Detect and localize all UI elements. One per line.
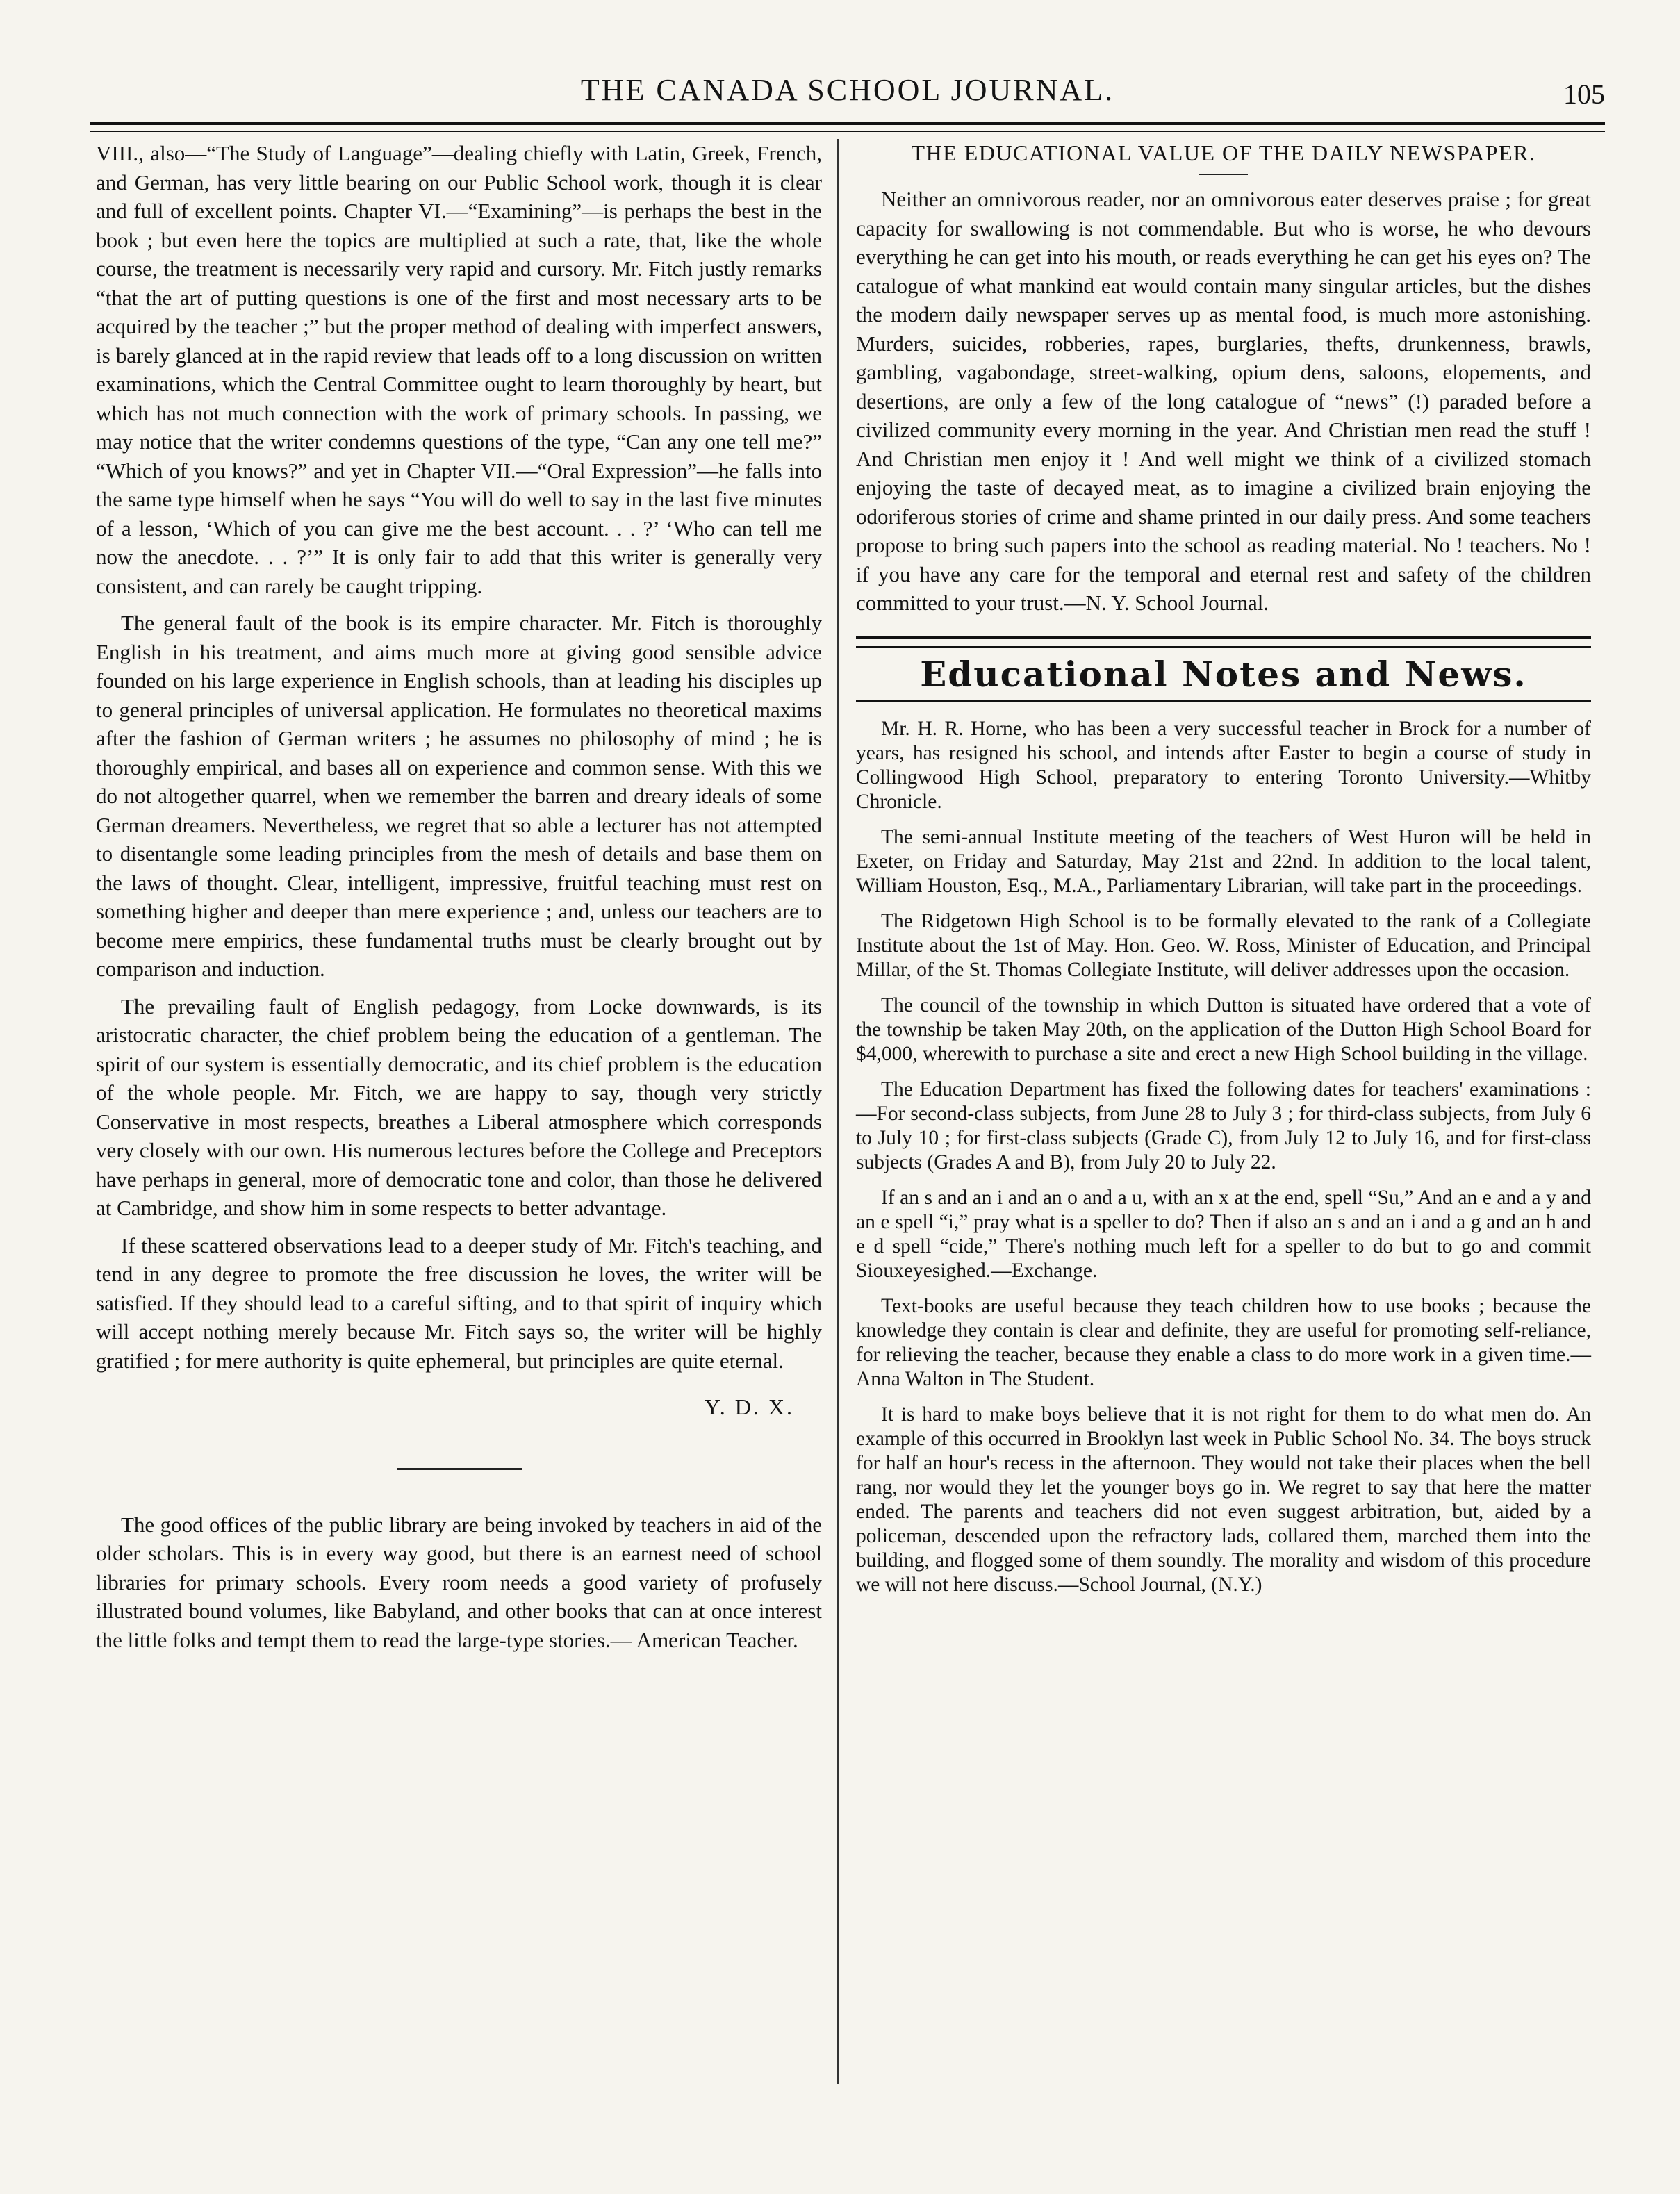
section-rule <box>856 636 1591 648</box>
review-paragraph: The general fault of the book is its empire character. Mr. Fitch is thoroughly English in his treatment, and aims much more at giving good sensible advice founded on his large experience in English schools, than at leading his disciples up to general principles of universal application. He formulates no theoretical maxims after the fashion of German writers ; he assumes no philosophy of mind ; he is thoroughly empirical, and bases all on experience and common sense. With this we do not altogether quarrel, when we remember the barren and dreary ideals of some German dreamers. Nevertheless, we regret that so able a lecturer has not attempted to disentangle some leading principles from the mesh of details and base them on the laws of thought. Clear, intelligent, impressive, fruitful teaching must rest on something higher and deeper than mere experience ; and, unless our teachers are to become mere empirics, these fundamental truths must be clearly brought out by comparison and induction. <box>96 611 822 981</box>
news-item: The council of the township in which Dutton is situated have ordered that a vote of the township be taken May 20th, on the application of the Dutton High School Board for $4,000, wherewith to purchase a site and erect a new High School building in the village. <box>856 994 1591 1065</box>
section-rule <box>856 700 1591 702</box>
news-item: The Ridgetown High School is to be formally elevated to the rank of a Collegiate Institute about the 1st of May. Hon. Geo. W. Ross, Minister of Education, and Principal Millar, of the St. Thomas Collegiate Institute, will deliver addresses upon the occasion. <box>856 910 1591 981</box>
header-rule <box>90 122 1605 132</box>
journal-title: THE CANADA SCHOOL JOURNAL. <box>580 73 1115 107</box>
left-column <box>96 139 822 1654</box>
signature: Y. D. X. <box>704 1394 794 1419</box>
review-paragraph: The prevailing fault of English pedagogy, from Locke downwards, is its aristocratic character, the chief problem being the education of a gentleman. The spirit of our system is essentially democratic, and its chief problem is the education of the whole people. Mr. Fitch, we are happy to say, though very strictly Conservative in most respects, breathes a Liberal atmosphere which corresponds very closely with our own. His numerous lectures before the College and Preceptors have perhaps in general, more of democratic tone and color, than those he delivered at Cambridge, and show him in some respects to better advantage. <box>96 993 822 1220</box>
column-divider <box>837 139 839 2084</box>
review-paragraph: If these scattered observations lead to a deeper study of Mr. Fitch's teaching, and tend in any degree to promote the free discussion he loves, the writer will be satisfied. If they should lead to a careful sifting, and to that spirit of inquiry which will accept nothing merely because Mr. Fitch says so, the writer will be highly gratified ; for mere authority is quite ephemeral, but principles are quite eternal. <box>96 1232 822 1373</box>
news-item: Text-books are useful because they teach children how to use books ; because the knowledge they contain is clear and definite, they are useful for promoting self-reliance, for relieving the teacher, because they enable a class to do more work in a given time.—Anna Walton in The Student. <box>856 1295 1591 1390</box>
section-heading: Educational Notes and News. <box>920 653 1527 695</box>
news-item: The Education Department has fixed the following dates for teachers' examinations :—For second-class subjects, from June 28 to July 3 ; for third-class subjects, from July 6 to July 10 ; for first-class subjects (Grade C), from July 12 to July 16, and for first-class subjects (Grades A and B), from July 20 to July 22. <box>856 1078 1591 1173</box>
right-column <box>856 139 1591 1597</box>
article-title: THE EDUCATIONAL VALUE OF THE DAILY NEWSPAPER. <box>911 140 1536 165</box>
news-item: If an s and an i and an o and a u, with an x at the end, spell “Su,” And an e and a y and an e spell “i,” pray what is a speller to do? Then if also an s and an i and a g and an h and e d spell “cide,” There's nothing much left for a speller to do but to go and commit Siouxeyesighed.—Exchange. <box>856 1187 1591 1282</box>
news-list <box>856 717 1591 1597</box>
news-item: Mr. H. R. Horne, who has been a very successful teacher in Brock for a number of years, has resigned his school, and intends after Easter to begin a course of study in Collingwood High School, preparatory to entering Toronto University.—Whitby Chronicle. <box>856 718 1591 813</box>
news-item: It is hard to make boys believe that it is not right for them to do what men do. An example of this occurred in Brooklyn last week in Public School No. 34. The boys struck for half an hour's recess in the afternoon. They would not take their places when the bell rang, nor would they let the younger boys go in. We regret to say that here the matter ended. The parents and teachers did not even suggest arbitration, but, aided by a policeman, descended upon the refractory lads, collared them, marched them into the building, and flogged some of them soundly. The morality and wisdom of this procedure we will not here discuss.—School Journal, (N.Y.) <box>856 1403 1591 1596</box>
title-rule <box>1199 174 1248 175</box>
page-number: 105 <box>1563 79 1605 110</box>
library-note: The good offices of the public library are being invoked by teachers in aid of the older scholars. This is in every way good, but there is an earnest need of school libraries for primary schools. Every room needs a good variety of profusely illustrated bound volumes, like Babyland, and other books that can at once interest the little folks and tempt them to read the large-type stories.— American Teacher. <box>96 1512 822 1652</box>
short-divider <box>397 1468 522 1470</box>
running-head <box>90 67 1605 115</box>
review-paragraph: VIII., also—“The Study of Language”—dealing chiefly with Latin, Greek, French, and German, has very little bearing on our Public School work, though it is clear and full of excellent points. Chapter VI.—“Examining”—is perhaps the best in the book ; but even here the topics are multiplied at such a rate, that, like the whole course, the treatment is necessarily very rapid and cursory. Mr. Fitch justly remarks “that the art of putting questions is one of the first and most necessary arts to be acquired by the teacher ;” but the proper method of dealing with imperfect answers, is barely glanced at in the rapid review that leads off to a long discussion on written examinations, which the Central Committee ought to learn thoroughly by heart, but which has not much connection with the work of primary schools. In passing, we may notice that the writer condemns questions of the type, “Can any one tell me?” “Which of you knows?” and yet in Chapter VII.—“Oral Expression”—he falls into the same type himself when he says “You will do well to say in the last five minutes of a lesson, ‘Which of you can give me the best account. . . ?’ ‘Who can tell me now the anecdote. . . ?’” It is only fair to add that this writer is generally very consistent, and can rarely be caught tripping. <box>96 141 822 598</box>
article-body: Neither an omnivorous reader, nor an omnivorous eater deserves praise ; for great capacity for swallowing is not commendable. But who is worse, he who devours everything he can get into his mouth, or reads everything he can get his eyes on? The catalogue of what mankind eat would contain many singular articles, but the dishes the modern daily newspaper serves up as mental food, is much more astonishing. Murders, suicides, robberies, rapes, burglaries, thefts, drunkenness, brawls, gambling, vagabondage, street-walking, opium dens, saloons, elopements, and desertions, are only a few of the long catalogue of “news” (!) paraded before a civilized community every morning in the year. And Christian men read the stuff ! And Christian men enjoy it ! And well might we think of a civilized stomach enjoying the taste of decayed meat, as to imagine a civilized brain enjoying the odoriferous stories of crime and shame printed in our daily press. And some teachers propose to bring such papers into the school as reading material. No ! teachers. No ! if you have any care for the temporal and eternal rest and safety of the children committed to your trust.—N. Y. School Journal. <box>856 187 1591 615</box>
news-item: The semi-annual Institute meeting of the teachers of West Huron will be held in Exeter, on Friday and Saturday, May 21st and 22nd. In addition to the local talent, William Houston, Esq., M.A., Parliamentary Librarian, will take part in the proceedings. <box>856 826 1591 897</box>
